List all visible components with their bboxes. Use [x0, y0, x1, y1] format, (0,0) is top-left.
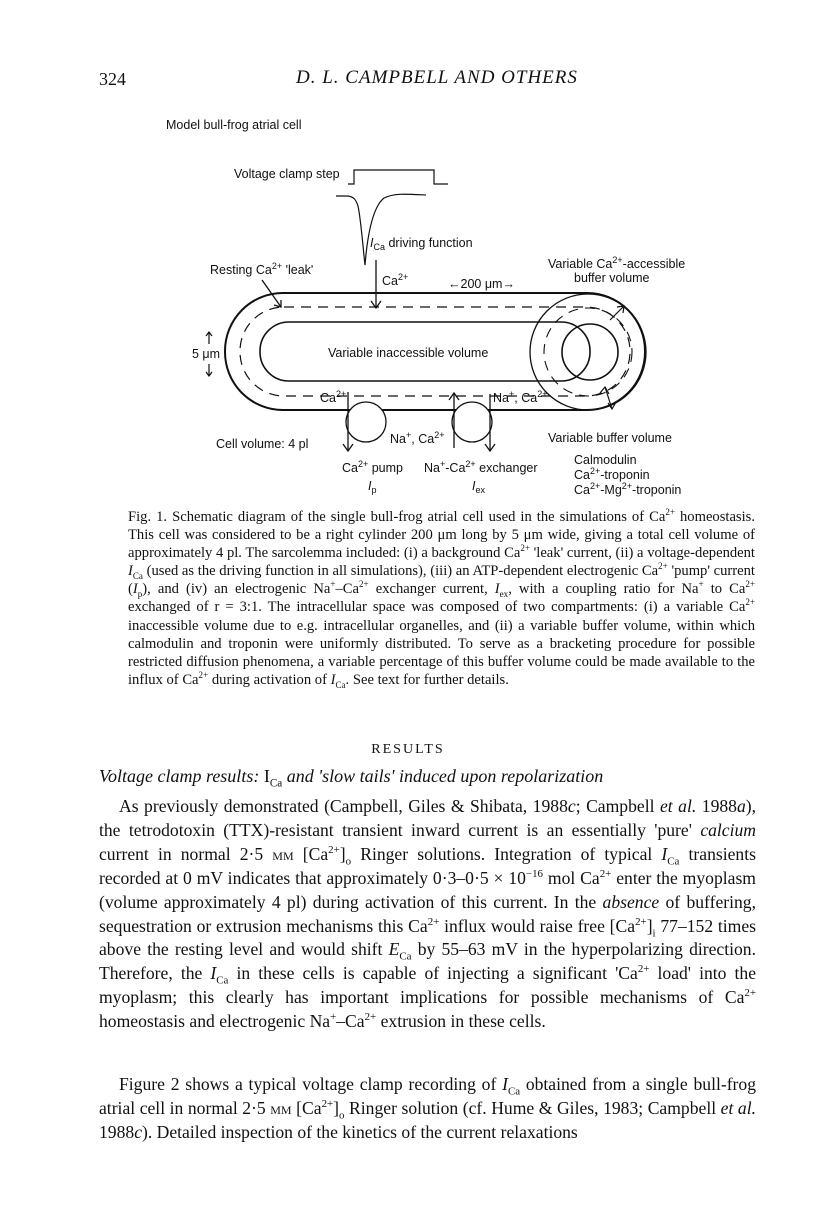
figure-title: Model bull-frog atrial cell	[166, 118, 302, 132]
na-ca-exchanger-circle	[452, 402, 492, 442]
accessible-buffer-label-1: Variable $Ca^{2+}$-accessible	[548, 255, 686, 271]
exchanger-efflux-label: Na+, $Ca^{2+}$	[493, 389, 548, 405]
length-label: ←200 μm→	[448, 277, 515, 291]
figure-1	[150, 110, 710, 505]
ica-transient-trace	[336, 194, 426, 265]
cell-volume-label: Cell volume: 4 pl	[216, 437, 309, 451]
buffer-mg-troponin: $Ca^{2+}-Mg^{2+}$-troponin	[574, 481, 682, 497]
figure-caption: Fig. 1. Schematic diagram of the single bull-frog atrial cell used in the simulations of $Ca^{2+}$ homeostasis. This cell was considered to be a right cylinder 200 μm long by 5 μm wide, giving a total cell volume of approximately 4 pl. The sarcolemma included: (i) a background $Ca^{2+}$ 'leak' current, (ii) a voltage-dependent $I_{Ca}$ (used as the driving function in all simulations), (iii) an ATP-dependent electrogenic $Ca^{2+}$ 'pump' current $(I_p)$, and (iv) an electrogenic $Na^+-Ca^{2+}$ exchanger current, $I_{ex}$, with a coupling ratio for Na+ to $Ca^{2+}$ exchanged of r = 3:1. The intracellular space was composed of two compartments: (i) a variable $Ca^{2+}$ inaccessible volume due to e.g. intracellular organelles, and (ii) a variable buffer volume, within which calmodulin and troponin were uniformly distributed. To serve as a bracketing procedure for possible restricted diffusion phenomena, a variable percentage of this buffer volume could be made available to the influx of $Ca^{2+}$ during activation of $I_{Ca}$. See text for further details.	[128, 507, 755, 690]
voltage-clamp-label: Voltage clamp step	[234, 167, 340, 181]
ip-label: $I_p$	[368, 479, 377, 495]
ca-pump-label: $Ca^{2+}$ pump	[342, 459, 404, 475]
ca-pump-circle	[346, 402, 386, 442]
results-subheading: Voltage clamp results: $I_{Ca}$ and 'slow tails' induced upon repolarization	[99, 766, 604, 790]
running-head: D. L. CAMPBELL AND OTHERS	[296, 67, 578, 88]
cell-schematic	[150, 110, 710, 505]
pump-ca-label: $Ca^{2+}$	[320, 389, 347, 405]
buffer-calmodulin: Calmodulin	[574, 453, 637, 467]
exchanger-label: $Na^+-Ca^{2+}$ exchanger	[424, 459, 538, 475]
results-heading: RESULTS	[371, 742, 445, 757]
voltage-step-trace	[348, 170, 448, 184]
resting-leak-label: Resting $Ca^{2+}$ 'leak'	[210, 261, 314, 277]
inaccessible-volume-label: Variable inaccessible volume	[328, 346, 489, 360]
paragraph-2: Figure 2 shows a typical voltage clamp recording of $I_{Ca}$ obtained from a single bull-frog atrial cell in normal 2·5 mm $[Ca^{2+}]_o$ Ringer solution (cf. Hume & Giles, 1983; Campbell et al. 1988c). Detailed inspection of the kinetics of the current relaxations	[99, 1074, 757, 1142]
paragraph-1: As previously demonstrated (Campbell, Giles & Shibata, 1988c; Campbell et al. 1988a), the tetrodotoxin (TTX)-resistant transient inward current is an essentially 'pure' calcium current in normal 2·5 mm $[Ca^{2+}]_o$ Ringer solutions. Integration of typical $I_{Ca}$ transients recorded at 0 mV indicates that approximately $0\cdot 3-0\cdot 5 \times 10^{-16}$ mol $Ca^{2+}$ enter the myoplasm (volume approximately 4 pl) during activation of this current. In the absence of buffering, sequestration or extrusion mechanisms this $Ca^{2+}$ influx would raise free $[Ca^{2+}]_i$ 77–152 times above the resting level and would shift $E_{Ca}$ by 55–63 mV in the hyperpolarizing direction. Therefore, the $I_{Ca}$ in these cells is capable of injecting a significant '$Ca^{2+}$ load' into the myoplasm; this clearly has important implications for possible mechanisms of $Ca^{2+}$ homeostasis and electrogenic $Na^+-Ca^{2+}$ extrusion in these cells.	[99, 796, 757, 1032]
ca-influx-label: $Ca^{2+}$	[382, 272, 409, 288]
exchanger-ions-label: Na+, $Ca^{2+}$	[390, 430, 445, 446]
width-label: 5 μm	[192, 347, 221, 361]
ica-driving-label: $I_{Ca}$ driving function	[370, 236, 473, 252]
iex-label: $I_{ex}$	[472, 479, 485, 495]
variable-buffer-label: Variable buffer volume	[548, 431, 672, 445]
buffer-troponin: $Ca^{2+}$-troponin	[574, 466, 650, 482]
accessible-buffer-label-2: buffer volume	[574, 271, 650, 285]
page-number: 324	[99, 69, 126, 89]
